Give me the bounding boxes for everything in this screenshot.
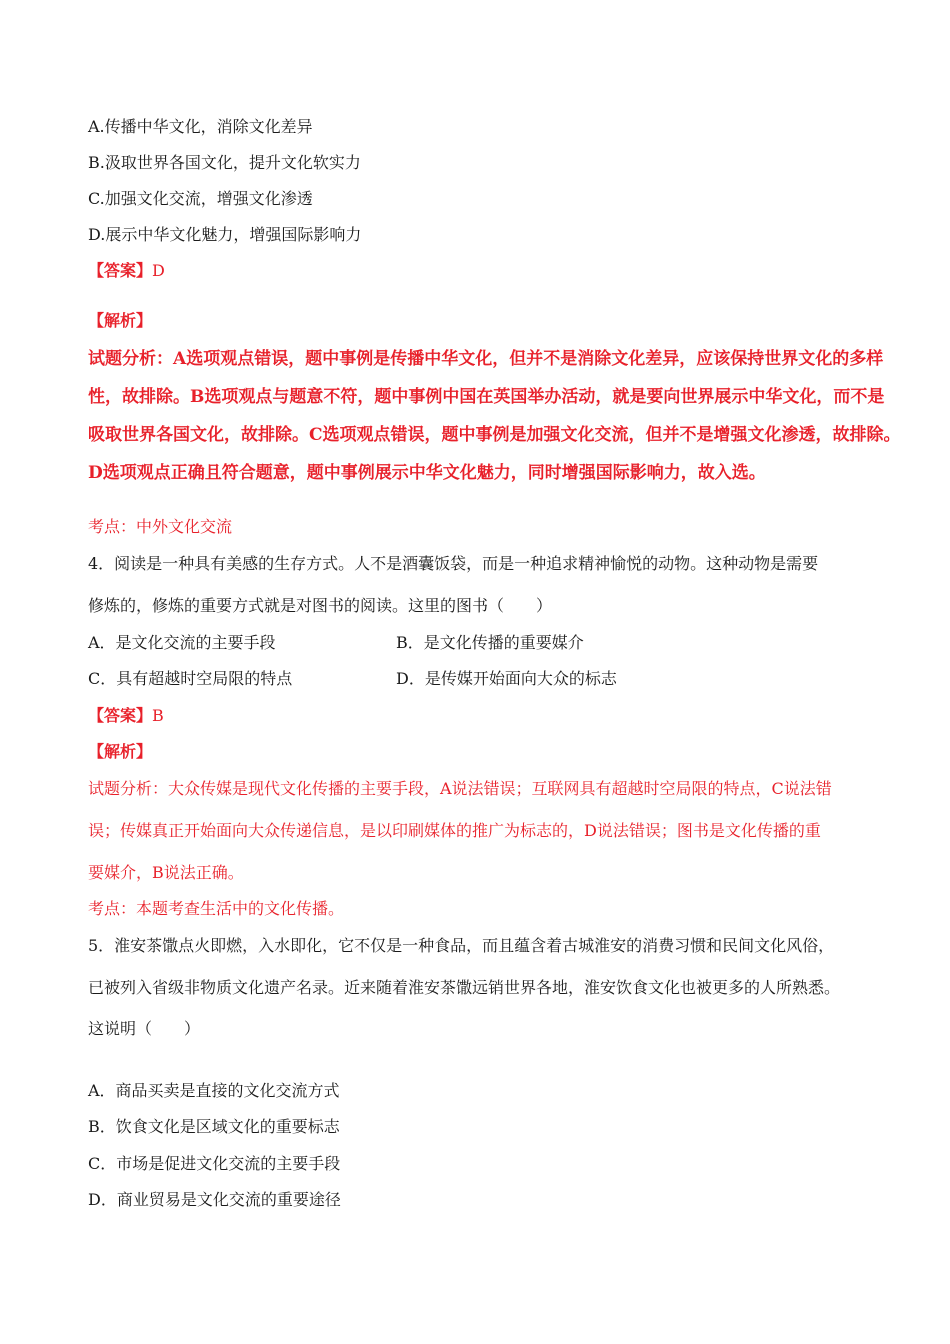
q5-option-d: D．商业贸易是文化交流的重要途径 [88, 1190, 341, 1209]
q3-option-b: B.汲取世界各国文化，提升文化软实力 [88, 153, 361, 172]
q3-option-d: D.展示中华文化魅力，增强国际影响力 [88, 225, 362, 244]
q3-kaodian: 考点：中外文化交流 [88, 517, 233, 536]
q5-option-a: A．商品买卖是直接的文化交流方式 [88, 1081, 340, 1100]
answer-label: 【答案】 [88, 706, 153, 725]
q3-analysis-line: D选项观点正确且符合题意，题中事例展示中华文化魅力，同时增强国际影响力，故入选。 [88, 463, 766, 483]
q3-analysis-line: 吸取世界各国文化，故排除。C选项观点错误，题中事例是加强文化交流，但并不是增强文化渗透，故排除。 [88, 425, 901, 445]
q4-analysis-line: 试题分析：大众传媒是现代文化传播的主要手段，A说法错误；互联网具有超越时空局限的特点，C说法错 [88, 779, 832, 798]
q4-option-b: B．是文化传播的重要媒介 [396, 633, 584, 652]
q4-analysis-label: 【解析】 [88, 742, 153, 761]
q4-option-d: D．是传媒开始面向大众的标志 [396, 669, 617, 688]
q3-option-c: C.加强文化交流，增强文化渗透 [88, 189, 313, 208]
q4-stem-line: 修炼的，修炼的重要方式就是对图书的阅读。这里的图书（ ） [88, 596, 553, 615]
q5-stem-line: 这说明（ ） [88, 1019, 201, 1038]
answer-value: B [152, 706, 164, 725]
q5-stem-line: 已被列入省级非物质文化遗产名录。近来随着淮安茶馓远销世界各地，淮安饮食文化也被更多的人所熟悉。 [88, 978, 841, 997]
q3-analysis-line: 性，故排除。B选项观点与题意不符，题中事例中国在英国举办活动，就是要向世界展示中华文化，而不是 [88, 387, 885, 407]
q5-option-c: C．市场是促进文化交流的主要手段 [88, 1154, 341, 1173]
q4-analysis-line: 误；传媒真正开始面向大众传递信息，是以印刷媒体的推广为标志的，D说法错误；图书是文化传播的重 [88, 821, 821, 840]
q4-answer [88, 705, 164, 727]
q3-analysis-label: 【解析】 [88, 311, 153, 330]
answer-value: D [152, 261, 165, 280]
q5-stem-line: 5．淮安茶馓点火即燃，入水即化，它不仅是一种食品，而且蕴含着古城淮安的消费习惯和民间文化风俗， [88, 936, 835, 955]
q4-option-c: C．具有超越时空局限的特点 [88, 669, 293, 688]
q5-option-b: B．饮食文化是区域文化的重要标志 [88, 1117, 340, 1136]
q4-option-a: A．是文化交流的主要手段 [88, 633, 276, 652]
q3-analysis-line: 试题分析：A选项观点错误，题中事例是传播中华文化，但并不是消除文化差异，应该保持世界文化的多样 [88, 349, 884, 369]
q4-analysis-line: 要媒介，B说法正确。 [88, 863, 244, 882]
q4-stem-line: 4．阅读是一种具有美感的生存方式。人不是酒囊饭袋，而是一种追求精神愉悦的动物。这种动物是需要 [88, 554, 819, 573]
q3-answer [88, 260, 165, 282]
q4-kaodian: 考点：本题考查生活中的文化传播。 [88, 899, 345, 918]
answer-label: 【答案】 [88, 261, 153, 280]
q3-option-a: A.传播中华文化，消除文化差异 [88, 117, 313, 136]
